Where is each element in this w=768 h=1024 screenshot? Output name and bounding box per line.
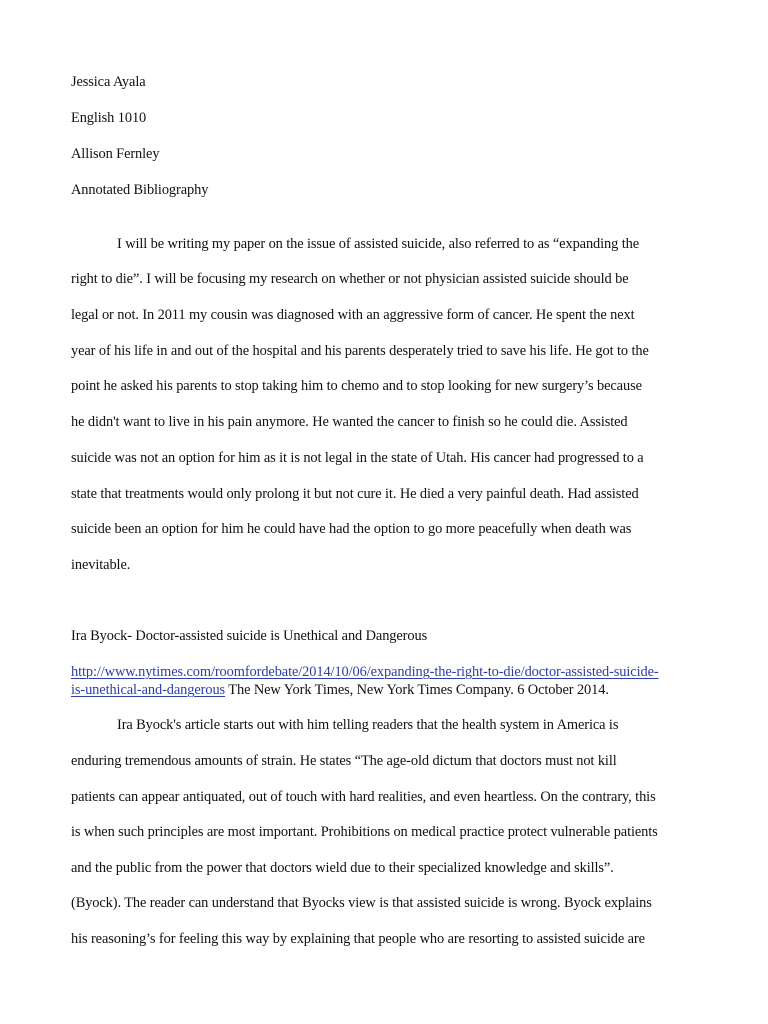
student-name: Jessica Ayala — [71, 74, 146, 90]
annotation-line: patients can appear antiquated, out of touch with hard realities, and even heartless. On the contrary, this — [71, 789, 656, 805]
annotation-line: enduring tremendous amounts of strain. He states “The age-old dictum that doctors must not kill — [71, 753, 617, 769]
intro-line: legal or not. In 2011 my cousin was diagnosed with an aggressive form of cancer. He spent the next — [71, 307, 635, 323]
assignment-title: Annotated Bibliography — [71, 182, 209, 198]
annotation-line: and the public from the power that doctors wield due to their specialized knowledge and skills”. — [71, 860, 614, 876]
intro-line: suicide been an option for him he could have had the option to go more peacefully when death was — [71, 521, 632, 537]
instructor-name: Allison Fernley — [71, 146, 160, 162]
source-title: Ira Byock- Doctor-assisted suicide is Unethical and Dangerous — [71, 628, 428, 644]
annotation-line: (Byock). The reader can understand that Byocks view is that assisted suicide is wrong. Byock explains — [71, 895, 652, 911]
intro-line: state that treatments would only prolong it but not cure it. He died a very painful death. Had assisted — [71, 486, 639, 502]
intro-line: point he asked his parents to stop taking him to chemo and to stop looking for new surgery’s because — [71, 378, 642, 394]
intro-line: inevitable. — [71, 557, 131, 573]
citation-line — [71, 663, 659, 681]
intro-line: right to die”. I will be focusing my research on whether or not physician assisted suicide should be — [71, 271, 629, 287]
annotation-line: his reasoning’s for feeling this way by explaining that people who are resorting to assisted suicide are — [71, 931, 645, 947]
source-url-link-continued[interactable]: is-unethical-and-dangerous — [71, 682, 226, 698]
citation-publisher: The New York Times, New York Times Company. 6 October 2014. — [225, 682, 609, 698]
annotation-line: Ira Byock's article starts out with him telling readers that the health system in America is — [117, 717, 619, 733]
annotation-line: is when such principles are most important. Prohibitions on medical practice protect vulnerable patients — [71, 824, 658, 840]
source-url-link[interactable]: http://www.nytimes.com/roomfordebate/2014/10/06/expanding-the-right-to-die/doctor-assisted-suicide- — [71, 664, 659, 680]
citation-line — [71, 681, 609, 699]
intro-line: I will be writing my paper on the issue of assisted suicide, also referred to as “expanding the — [117, 236, 640, 252]
intro-line: suicide was not an option for him as it is not legal in the state of Utah. His cancer had progressed to a — [71, 450, 644, 466]
intro-line: he didn't want to live in his pain anymore. He wanted the cancer to finish so he could die. Assisted — [71, 414, 628, 430]
course-name: English 1010 — [71, 110, 147, 126]
intro-line: year of his life in and out of the hospital and his parents desperately tried to save his life. He got to the — [71, 343, 649, 359]
